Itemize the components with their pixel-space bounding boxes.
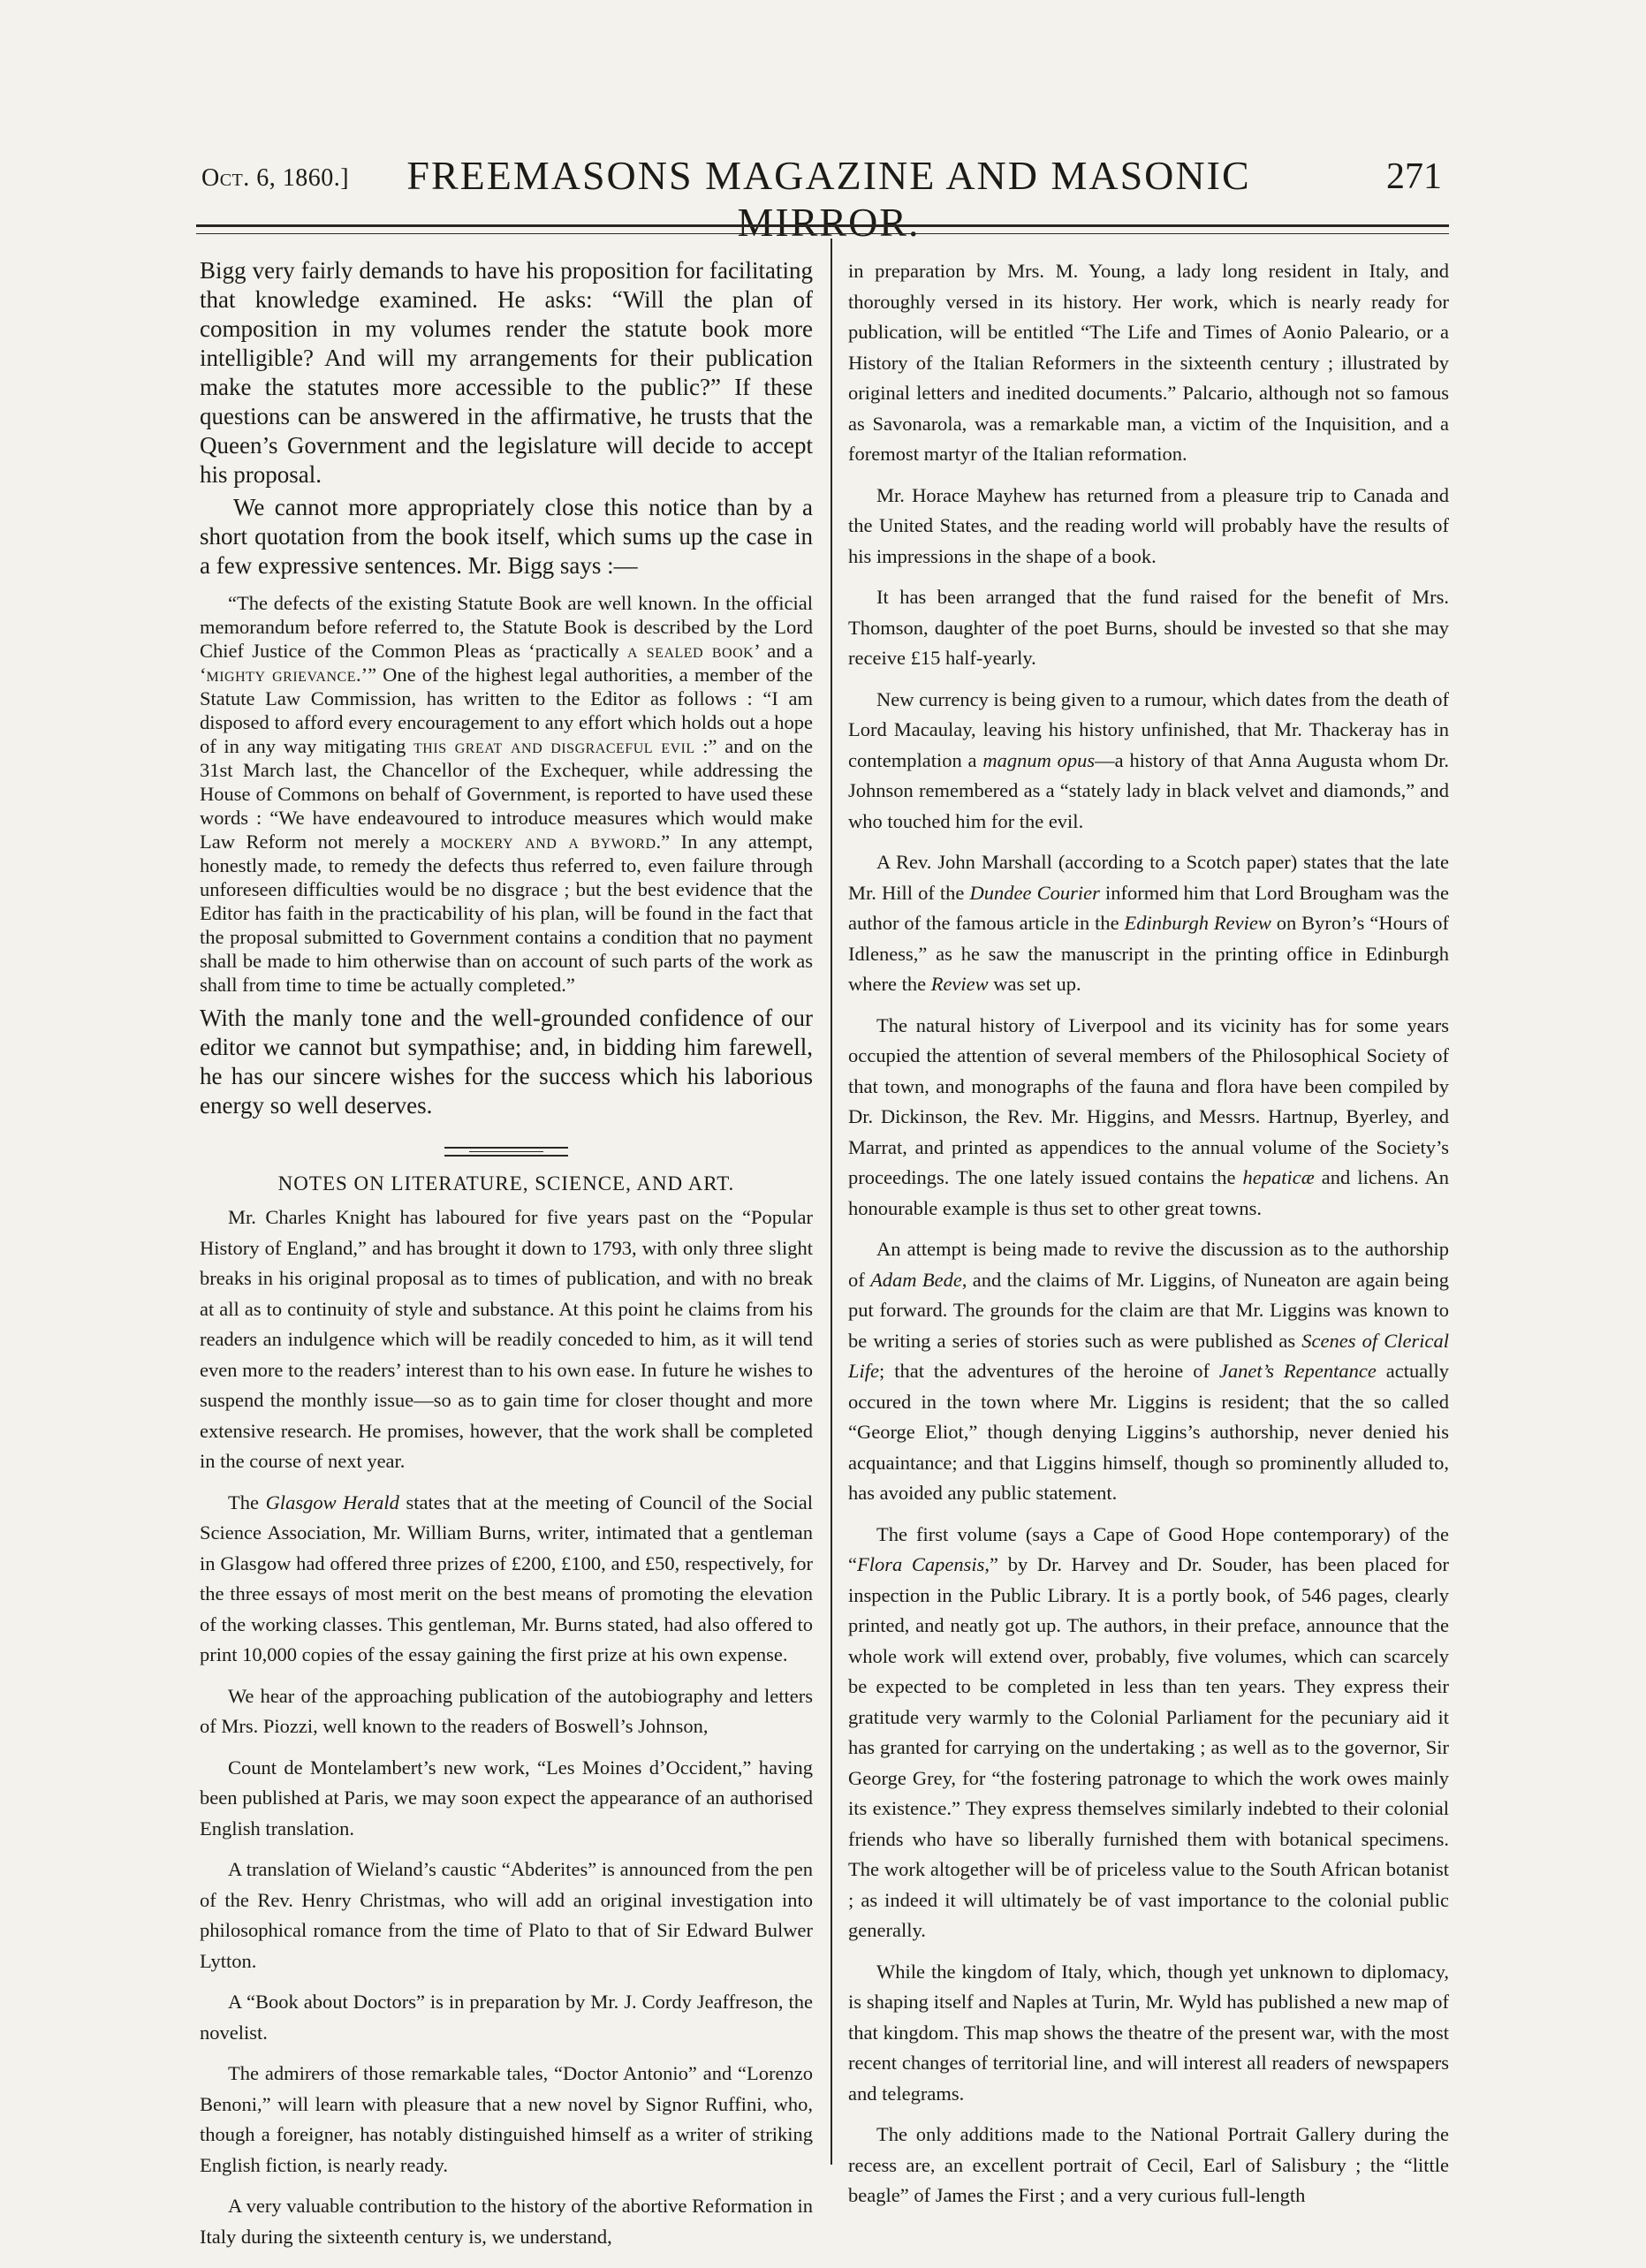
header-rule-thick xyxy=(196,224,1449,227)
note-charles-knight: Mr. Charles Knight has laboured for five years past on the “Popular History of England,” and has brought it down to 1793, with only three slight breaks in his original proposal as to times of publication, and with no break at all as to continuity of style and substance. At this point he claims from his readers an indulgence which will be readily conceded to him, as it will tend even more to the readers’ interest than to his own ease. In future he wishes to suspend the monthly issue—so as to gain time for closer thought and more extensive research. He promises, however, that the work shall be completed in the course of next year. xyxy=(200,1206,813,1472)
note-john-marshall: A Rev. John Marshall (according to a Scotch paper) states that the late Mr. Hill of the Dundee Courier informed him that Lord Brougham was the author of the famous article in the Edinburgh Review on Byron’s “Hours of Idleness,” as he saw the manuscript in the printing office in Edinburgh where the Review was set up. xyxy=(848,851,1450,995)
section-title: NOTES ON LITERATURE, SCIENCE, AND ART. xyxy=(277,1172,735,1195)
note-liverpool: The natural history of Liverpool and its vicinity has for some years occupied the attention of several members of the Philosophical Society of that town, and monographs of the fauna and flora have been compiled by Dr. Dickinson, the Rev. Mr. Higgins, and Messrs. Hartnup, Byerley, and Marrat, and printed as appendices to the annual volume of the Society’s proceedings. The one lately issued contains the hepaticæ and lichens. An honourable example is thus set to other great towns. xyxy=(848,1013,1450,1219)
note-glasgow-herald: The Glasgow Herald states that at the meeting of Council of the Social Science Association, Mr. William Burns, writer, intimated that a gentleman in Glasgow had offered three prizes of £200, £100, and £50, respectively, for the three essays of most merit on the best means of promoting the elevation of the working classes. This gentleman, Mr. Burns stated, had also offered to print 10,000 copies of the essay gaining the first prize at his own expense. xyxy=(200,1491,813,1665)
publication-title: FREEMASONS MAGAZINE AND MASONIC MIRROR. xyxy=(406,153,1251,245)
note-wieland: A translation of Wieland’s caustic “Abderites” is announced from the pen of the Rev. Henry Christmas, who will add an original investigation into philosophical romance from the time of Plato to that of Sir Edward Bulwer Lytton. xyxy=(200,1858,813,1972)
paragraph-farewell: With the manly tone and the well-grounded confidence of our editor we cannot but sympathise; and, in bidding him farewell, he has our sincere wishes for the success which his laborious energy so well deserves. xyxy=(200,1005,813,1119)
note-wyld-map: While the kingdom of Italy, which, though yet unknown to diplomacy, is shaping itself and Naples at Turin, Mr. Wyld has published a new map of that kingdom. This map shows the theatre of the present war, with the most recent changes of territorial line, and will interest all readers of newspapers and telegrams. xyxy=(848,1960,1449,2105)
right-column xyxy=(848,256,1449,2211)
note-thackeray: New currency is being given to a rumour, which dates from the death of Lord Macaulay, leaving his history unfinished, that Mr. Thackeray has in contemplation a magnum opus—a history of that Anna Augusta whom Dr. Johnson remembered as a “stately lady in black velvet and diamonds,” and who touched him for the evil. xyxy=(848,687,1449,832)
note-montelambert: Count de Montelambert’s new work, “Les Moines d’Occident,” having been published at Paris, we may soon expect the appearance of an authorised English translation. xyxy=(200,1756,813,1839)
note-mrs-young: in preparation by Mrs. M. Young, a lady long resident in Italy, and thoroughly versed in its history. Her work, which is nearly ready for publication, will be entitled “The Life and Times of Aonio Paleario, or a History of the Italian Reformers in the sixteenth century ; illustrated by original letters and inedited documents.” Palcario, although not so famous as Savonarola, was a remarkable man, a victim of the Inquisition, and a foremost martyr of the Italian reformation. xyxy=(848,260,1449,465)
note-ruffini: The admirers of those remarkable tales, “Doctor Antonio” and “Lorenzo Benoni,” will learn with pleasure that a new novel by Signor Ruffini, who, though a foreigner, has notably distinguished himself as a writer of striking English fiction, is nearly ready. xyxy=(200,2062,813,2176)
issue-date: Oct. 6, 1860.] xyxy=(201,164,350,192)
note-mrs-thomson: It has been arranged that the fund raised for the benefit of Mrs. Thomson, daughter of the poet Burns, should be invested so that she may receive £15 half-yearly. xyxy=(848,586,1449,669)
left-column xyxy=(200,256,813,2252)
note-portrait-gallery: The only additions made to the National Portrait Gallery during the recess are, an excellent portrait of Cecil, Earl of Salisbury ; the “little beagle” of James the First ; and a very curious full-length xyxy=(848,2123,1449,2206)
page-number: 271 xyxy=(1386,156,1442,197)
note-adam-bede: An attempt is being made to revive the discussion as to the authorship of Adam Bede, and the claims of Mr. Liggins, of Nuneaton are again being put forward. The grounds for the claim are that Mr. Liggins was known to be writing a series of stories such as were published as Scenes of Clerical Life; that the adventures of the heroine of Janet’s Repentance actually occured in the town where Mr. Liggins is resident; that the so called “George Eliot,” though denying Liggins’s authorship, never denied his acquaintance; and that Liggins himself, though so prominently alluded to, has avoided any public statement. xyxy=(848,1238,1449,1504)
block-quote: “The defects of the existing Statute Book are well known. In the official memorandum before referred to, the Statute Book is described by the Lord Chief Justice of the Common Pleas as ‘practically a sealed book’ and a ‘mighty grievance.’” One of the highest legal authorities, a member of the Statute Law Commission, has written to the Editor as follows : “I am disposed to afford every encouragement to any effort which holds out a hope of in any way mitigating this great and disgraceful evil :” and on the 31st March last, the Chancellor of the Exchequer, while addressing the House of Commons on behalf of Government, is reported to have used these words : “We have endeavoured to introduce measures which would make Law Reform not merely a mockery and a byword.” In any attempt, honestly made, to remedy the defects thus referred to, even failure through unforeseen difficulties would be no disgrace ; but the best evidence that the Editor has faith in the practicability of his plan, will be found in the fact that the proposal submitted to Government contains a condition that no payment shall be made to him otherwise than on account of such parts of the work as shall from time to time be actually completed.” xyxy=(200,592,813,996)
paragraph-closing-notice: We cannot more appropriately close this notice than by a short quotation from the book itself, which sums up the case in a few expressive sentences. Mr. Bigg says :— xyxy=(200,494,813,579)
note-reformation-italy: A very valuable contribution to the history of the abortive Reformation in Italy during the sixteenth century is, we understand, xyxy=(200,2195,813,2248)
page-header xyxy=(201,152,1442,245)
section-divider-ornament xyxy=(444,1147,568,1157)
paragraph-bigg-proposal: Bigg very fairly demands to have his proposition for facilitating that knowledge examined. He asks: “Will the plan of composition in my volumes render the statute book more intelligible? And will my arrangements for their publication make the statutes more accessible to the public?” If these questions can be answered in the affirmative, he trusts that the Queen’s Government and the legislature will decide to accept his proposal. xyxy=(200,257,813,488)
column-divider xyxy=(831,239,832,2165)
note-book-about-doctors: A “Book about Doctors” is in preparation by Mr. J. Cordy Jeaffreson, the novelist. xyxy=(200,1991,813,2044)
header-rule-thin xyxy=(196,233,1449,234)
note-horace-mayhew: Mr. Horace Mayhew has returned from a pleasure trip to Canada and the United States, and the reading world will probably have the results of his impressions in the shape of a book. xyxy=(848,483,1449,567)
note-piozzi: We hear of the approaching publication of the autobiography and letters of Mrs. Piozzi, well known to the readers of Boswell’s Johnson, xyxy=(200,1684,813,1737)
note-flora-capensis: The first volume (says a Cape of Good Hope contemporary) of the “Flora Capensis,” by Dr. Harvey and Dr. Souder, has been placed for inspection in the Public Library. It is a portly book, of 546 pages, clearly printed, and neatly got up. The authors, in their preface, announce that the whole work will extend over, probably, five volumes, which can scarcely be expected to be completed in less than ten years. They express their gratitude very warmly to the Colonial Parliament for the pecuniary aid it has granted for carrying on the undertaking ; as well as to the governor, Sir George Grey, for “the fostering patronage to which the work owes mainly its existence.” They express themselves similarly indebted to their colonial friends who have so liberally furnished them with botanical specimens. The work altogether will be of priceless value to the South African botanist ; as indeed it will ultimately be of vast importance to the colonial public generally. xyxy=(848,1522,1449,1941)
